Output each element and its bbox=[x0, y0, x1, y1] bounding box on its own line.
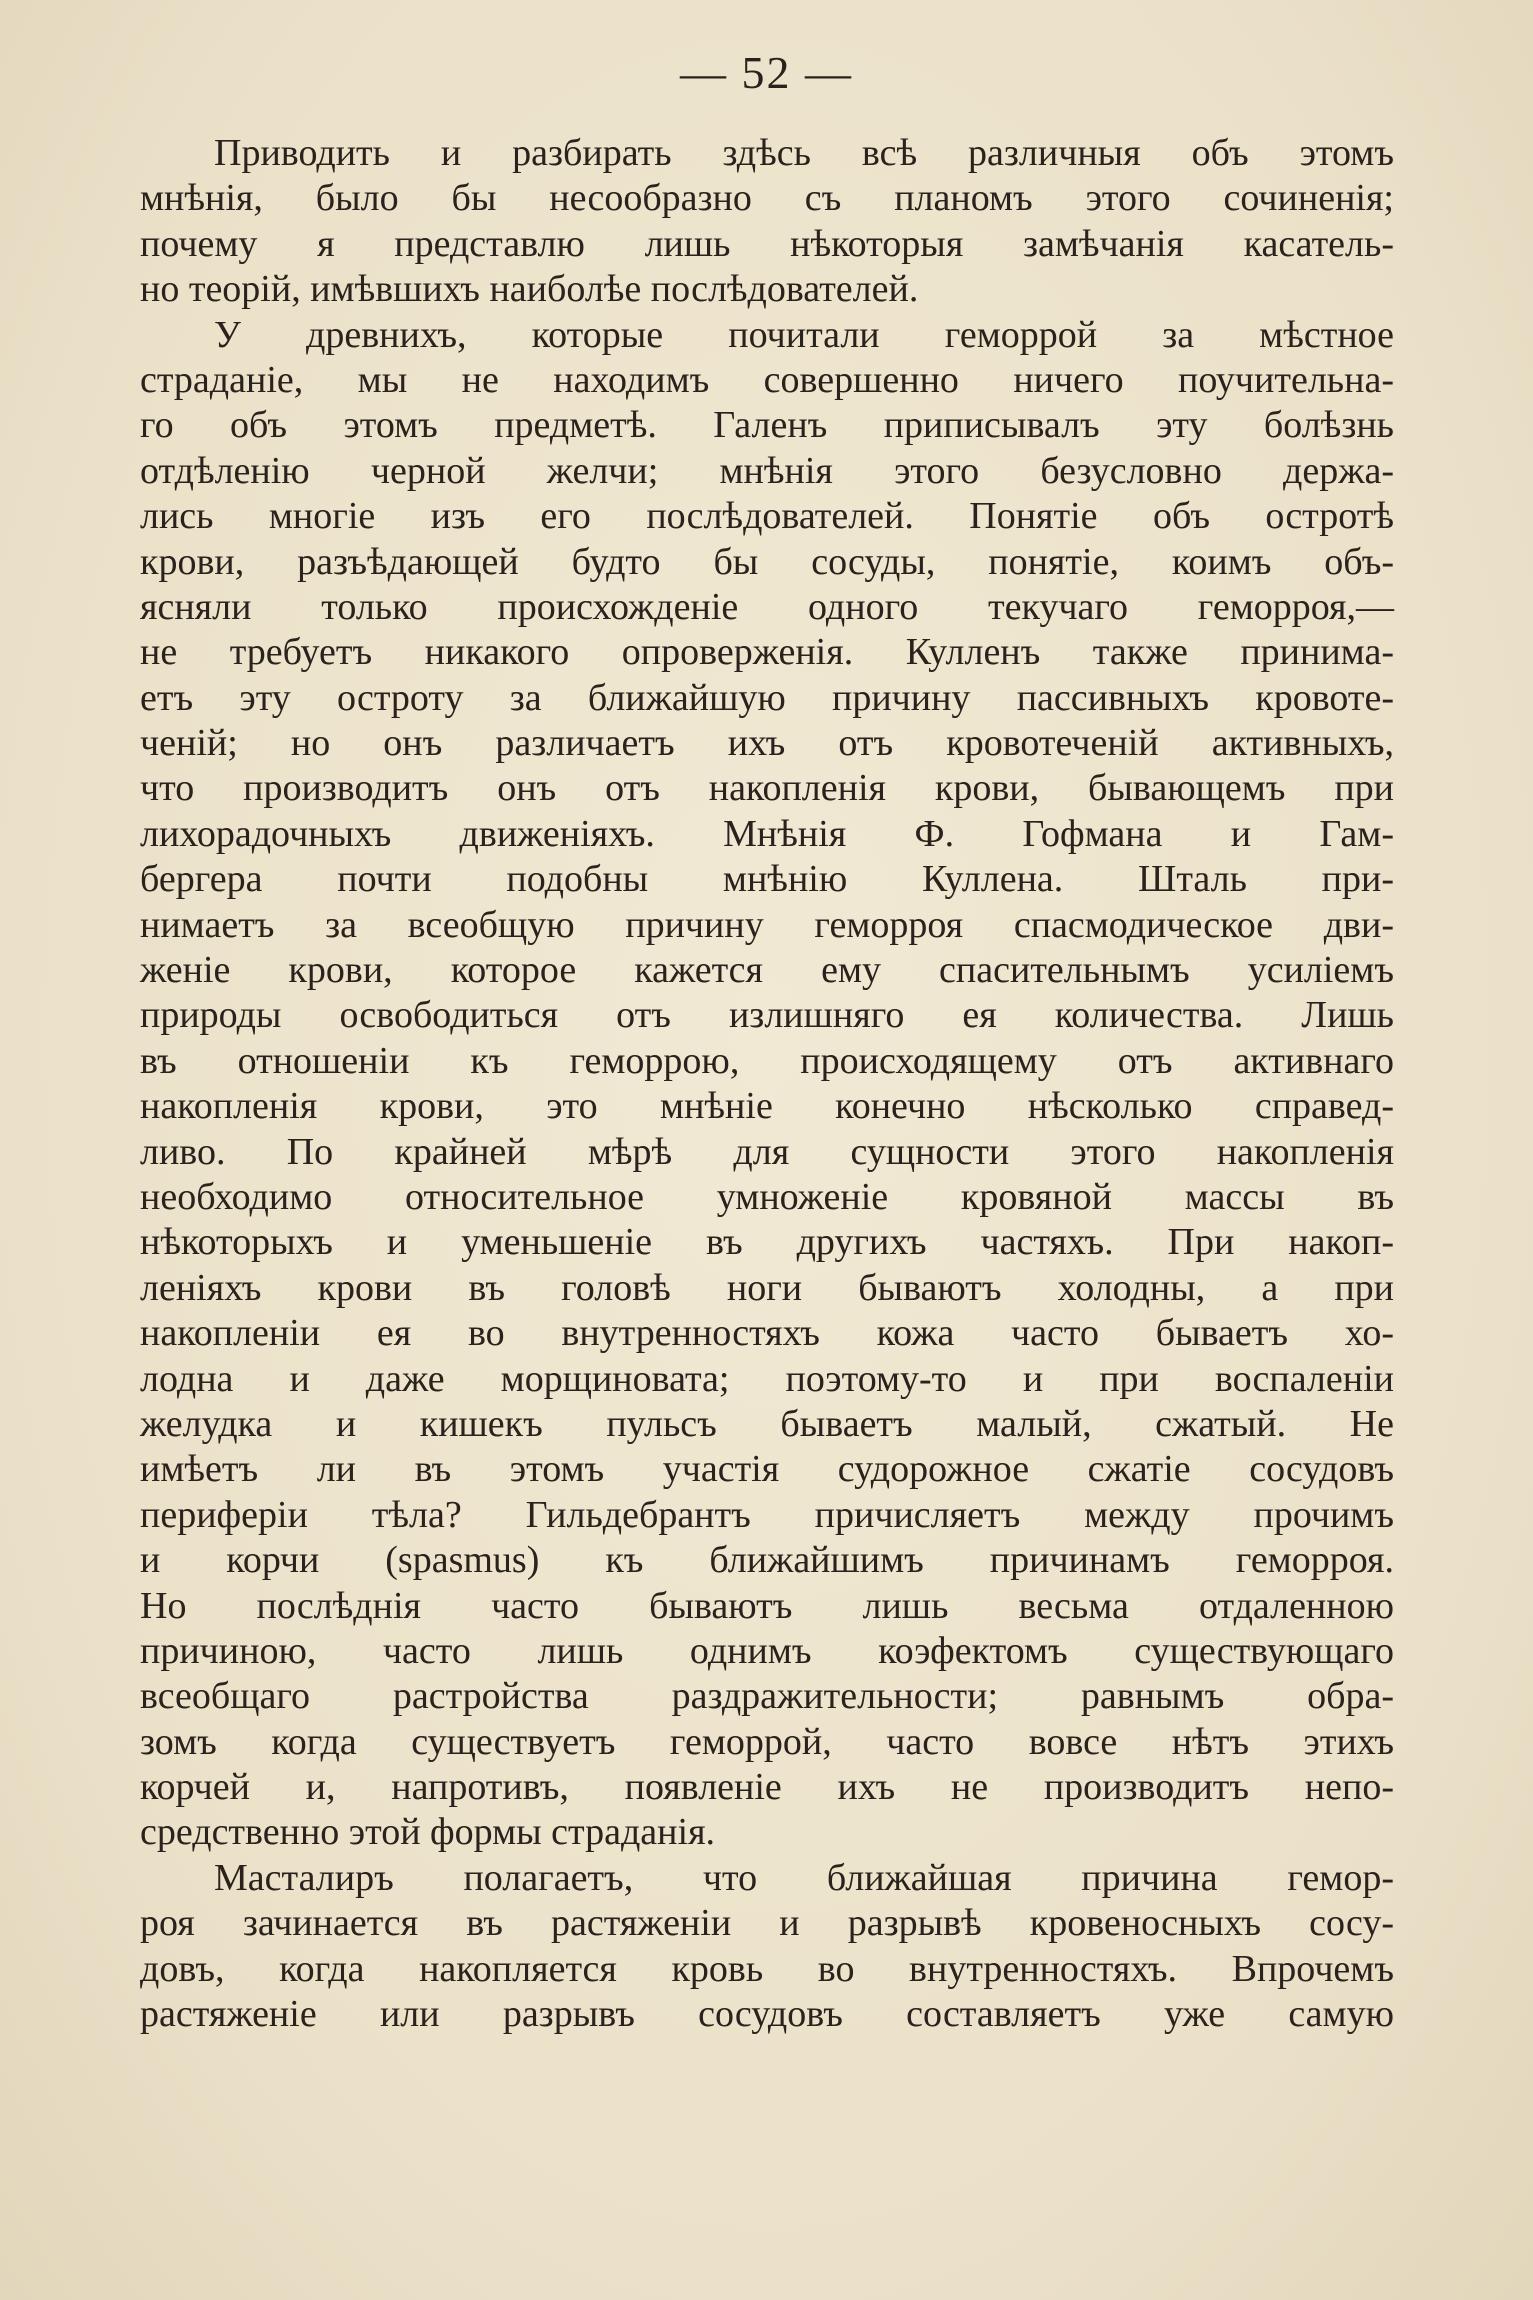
text-line: лихорадочныхъ движеніяхъ. Мнѣнія Ф. Гофмана и Гам- bbox=[140, 812, 1394, 855]
text-line: роя зачинается въ растяженіи и разрывѣ кровеносныхъ сосу- bbox=[140, 1902, 1394, 1945]
text-line: У древнихъ, которые почитали геморрой за мѣстное bbox=[214, 313, 1394, 356]
text-line: страданіе, мы не находимъ совершенно ничего поучительна- bbox=[140, 358, 1394, 401]
text-line: лодна и даже морщиновата; поэтому-то и при воспаленіи bbox=[140, 1357, 1394, 1400]
text-line: Приводить и разбирать здѣсь всѣ различныя объ этомъ bbox=[214, 132, 1394, 174]
page-number: — 52 — bbox=[680, 47, 853, 98]
text-line: го объ этомъ предметѣ. Галенъ приписывалъ эту болѣзнь bbox=[140, 404, 1394, 447]
text-line: необходимо относительное умноженіе кровяной массы въ bbox=[140, 1175, 1394, 1218]
body-text bbox=[140, 131, 1394, 2037]
text-line: что производитъ онъ отъ накопленія крови, бывающемъ при bbox=[140, 767, 1394, 810]
text-line: ясняли только происхожденіе одного текучаго геморроя,— bbox=[140, 585, 1394, 628]
text-line: растяженіе или разрывъ сосудовъ составляетъ уже самую bbox=[140, 1993, 1394, 2036]
text-line: всеобщаго растройства раздражительности; равнымъ обра- bbox=[140, 1675, 1394, 1718]
text-line: мнѣнія, было бы несообразно съ планомъ этого сочиненія; bbox=[140, 177, 1394, 220]
text-line: лись многіе изъ его послѣдователей. Понятіе объ остротѣ bbox=[140, 495, 1394, 538]
text-line: довъ, когда накопляется кровь во внутренностяхъ. Впрочемъ bbox=[140, 1947, 1394, 1990]
text-line: нимаетъ за всеобщую причину геморроя спасмодическое дви- bbox=[140, 903, 1394, 946]
text-line: Масталиръ полагаетъ, что ближайшая причина гемор- bbox=[214, 1856, 1394, 1899]
text-line: желудка и кишекъ пульсъ бываетъ малый, сжатый. Не bbox=[140, 1402, 1394, 1445]
text-line: етъ эту остроту за ближайшую причину пассивныхъ кровоте- bbox=[140, 676, 1394, 719]
text-line: нѣкоторыхъ и уменьшеніе въ другихъ частяхъ. При накоп- bbox=[140, 1221, 1394, 1264]
text-line: крови, разъѣдающей будто бы сосуды, понятіе, коимъ объ- bbox=[140, 540, 1394, 583]
text-line: имѣетъ ли въ этомъ участія судорожное сжатіе сосудовъ bbox=[140, 1448, 1394, 1491]
text-line: накопленіи ея во внутренностяхъ кожа часто бываетъ хо- bbox=[140, 1312, 1394, 1355]
text-line: но теорій, имѣвшихъ наиболѣе послѣдователей. bbox=[140, 268, 919, 311]
text-line: природы освободиться отъ излишняго ея количества. Лишь bbox=[140, 994, 1394, 1037]
text-line: средственно этой формы страданія. bbox=[140, 1811, 716, 1854]
text-line: женіе крови, которое кажется ему спасительнымъ усиліемъ bbox=[140, 949, 1394, 992]
text-line: и корчи (spasmus) къ ближайшимъ причинамъ геморроя. bbox=[140, 1539, 1394, 1582]
text-line: въ отношеніи къ геморрою, происходящему отъ активнаго bbox=[140, 1039, 1394, 1082]
text-line: периферіи тѣла? Гильдебрантъ причисляетъ между прочимъ bbox=[140, 1493, 1394, 1536]
text-line: Но послѣднія часто бываютъ лишь весьма отдаленною bbox=[140, 1584, 1394, 1627]
text-line: не требуетъ никакого опроверженія. Кулленъ также принима- bbox=[140, 631, 1394, 674]
text-line: причиною, часто лишь однимъ коэфектомъ существующаго bbox=[140, 1629, 1394, 1672]
text-line: корчей и, напротивъ, появленіе ихъ не производитъ непо- bbox=[140, 1766, 1394, 1809]
text-line: отдѣленію черной желчи; мнѣнія этого безусловно держа- bbox=[140, 449, 1394, 492]
text-line: накопленія крови, это мнѣніе конечно нѣсколько справед- bbox=[140, 1085, 1394, 1128]
text-line: ченій; но онъ различаетъ ихъ отъ кровотеченій активныхъ, bbox=[140, 722, 1394, 765]
text-line: зомъ когда существуетъ геморрой, часто вовсе нѣтъ этихъ bbox=[140, 1720, 1394, 1763]
text-line: почему я представлю лишь нѣкоторыя замѣчанія касатель- bbox=[140, 222, 1394, 265]
text-line: ливо. По крайней мѣрѣ для сущности этого накопленія bbox=[140, 1130, 1394, 1173]
text-line: бергера почти подобны мнѣнію Куллена. Шталь при- bbox=[140, 858, 1394, 901]
text-line: леніяхъ крови въ головѣ ноги бываютъ холодны, а при bbox=[140, 1266, 1394, 1309]
